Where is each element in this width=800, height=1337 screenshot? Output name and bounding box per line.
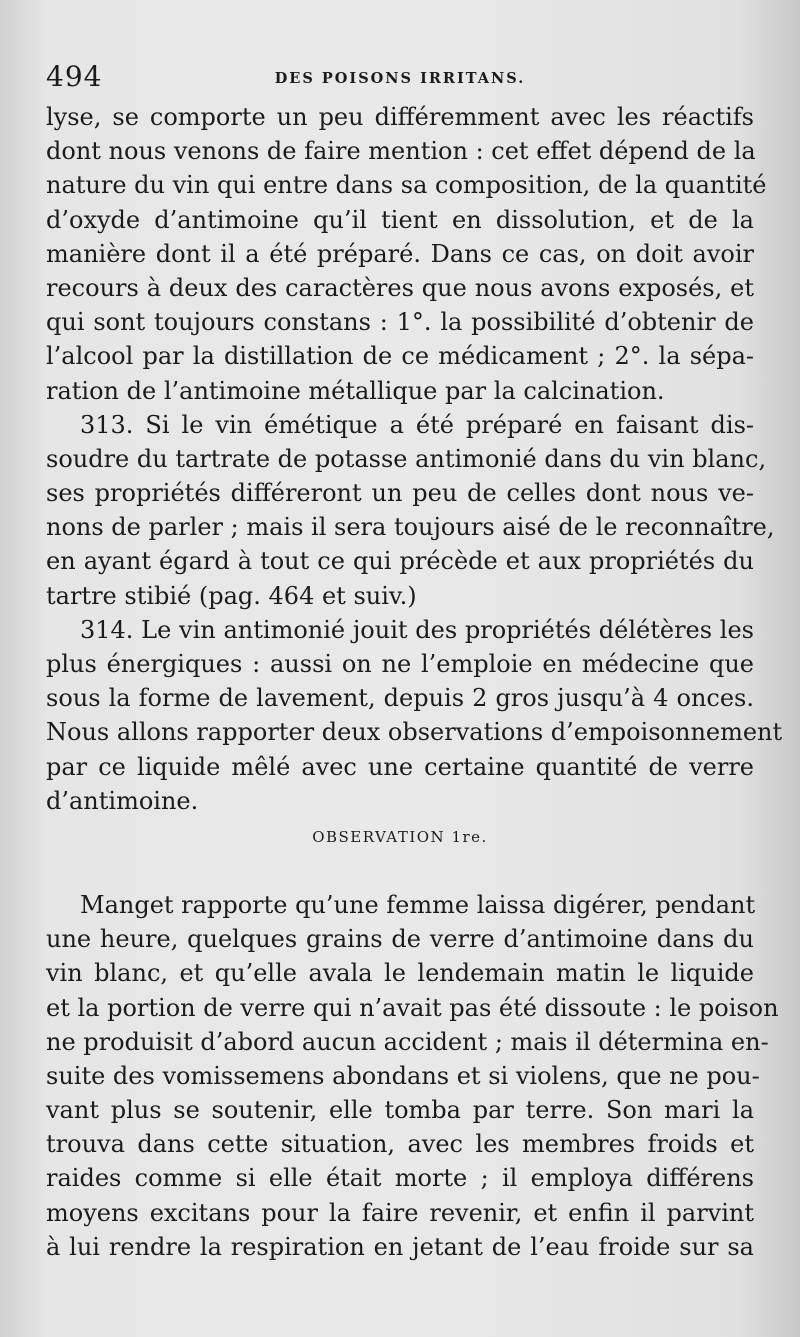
text-line: nature du vin qui entre dans sa composition, de la quantité: [46, 171, 767, 200]
text-line: raides comme si elle était morte ; il employa différens: [46, 1164, 754, 1193]
text-line: d’antimoine.: [46, 786, 199, 815]
page-number: 494: [46, 60, 103, 93]
text-line: à lui rendre la respiration en jetant de l’eau froide sur sa: [46, 1232, 754, 1261]
running-title: DES POISONS IRRITANS.: [274, 70, 526, 87]
text-line: recours à deux des caractères que nous avons exposés, et: [46, 273, 754, 302]
text-line: dont nous venons de faire mention : cet effet dépend de la: [46, 137, 756, 166]
text-line: par ce liquide mêlé avec une certaine quantité de verre: [46, 752, 754, 781]
text-line: ration de l’antimoine métallique par la calcination.: [46, 376, 665, 405]
text-line: d’oxyde d’antimoine qu’il tient en dissolution, et de la: [46, 205, 754, 234]
page-header: [46, 60, 754, 100]
text-line: suite des vomissemens abondans et si violens, que ne pou-: [46, 1061, 760, 1090]
text-line: moyens excitans pour la faire revenir, et enfin il parvint: [46, 1198, 754, 1227]
text-line: tartre stibié (pag. 464 et suiv.): [46, 581, 417, 610]
text-line: Nous allons rapporter deux observations d’empoisonnement: [46, 718, 783, 747]
text-line: nons de parler ; mais il sera toujours aisé de le reconnaître,: [46, 513, 775, 542]
text-line: vant plus se soutenir, elle tomba par terre. Son mari la: [46, 1096, 754, 1125]
text-line: ne produisit d’abord aucun accident ; mais il détermina en-: [46, 1027, 769, 1056]
observation-heading: OBSERVATION 1re.: [312, 827, 488, 846]
text-line: 313. Si le vin émétique a été préparé en faisant dis-: [80, 410, 754, 439]
text-line: lyse, se comporte un peu différemment avec les réactifs: [46, 103, 754, 131]
text-line: l’alcool par la distillation de ce médicament ; 2°. la sépa-: [46, 342, 754, 371]
text-line: Manget rapporte qu’une femme laissa digérer, pendant: [80, 890, 756, 919]
text-line: ses propriétés différeront un peu de celles dont nous ve-: [46, 479, 754, 508]
text-line: qui sont toujours constans : 1°. la possibilité d’obtenir de: [46, 308, 754, 337]
text-line: trouva dans cette situation, avec les membres froids et: [46, 1130, 754, 1159]
text-line: en ayant égard à tout ce qui précède et aux propriétés du: [46, 547, 754, 576]
text-line: une heure, quelques grains de verre d’antimoine dans du: [46, 925, 754, 954]
text-line: manière dont il a été préparé. Dans ce cas, on doit avoir: [46, 239, 754, 268]
text-line: et la portion de verre qui n’avait pas été dissoute : le poison: [46, 993, 779, 1022]
text-line: vin blanc, et qu’elle avala le lendemain matin le liquide: [46, 959, 754, 988]
text-line: plus énergiques : aussi on ne l’emploie en médecine que: [46, 650, 754, 678]
text-line: 314. Le vin antimonié jouit des propriétés délétères les: [80, 615, 754, 644]
text-line: sous la forme de lavement, depuis 2 gros jusqu’à 4 onces.: [46, 684, 754, 713]
text-line: soudre du tartrate de potasse antimonié dans du vin blanc,: [46, 444, 767, 473]
main-text: [46, 100, 783, 1264]
